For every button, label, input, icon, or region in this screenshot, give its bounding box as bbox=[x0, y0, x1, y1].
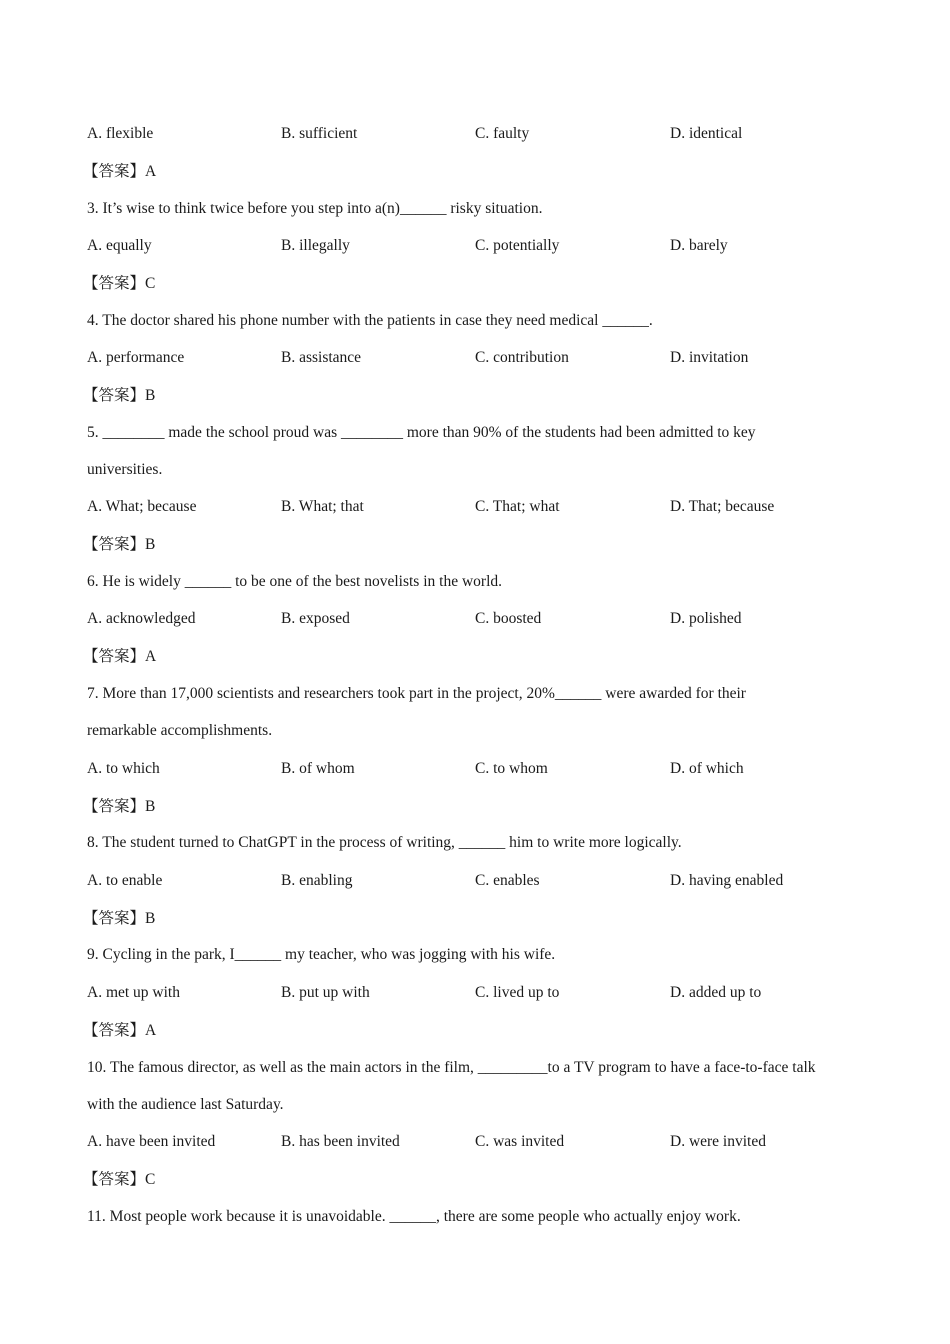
question-stem: 3. It’s wise to think twice before you step into a(n)______ risky situation. bbox=[87, 200, 543, 217]
option-d: D. invitation bbox=[670, 349, 749, 366]
option-a: A. What; because bbox=[87, 498, 197, 515]
option-c: C. to whom bbox=[475, 760, 548, 777]
answer-label: 【答案】 bbox=[83, 386, 146, 404]
answer-line bbox=[83, 273, 155, 294]
question-stem: 5. ________ made the school proud was ________ more than 90% of the students had been admitted to key bbox=[87, 424, 756, 441]
option-d: D. identical bbox=[670, 125, 743, 142]
option-b: B. What; that bbox=[281, 498, 364, 515]
answer-value: B bbox=[145, 910, 156, 927]
option-a: A. acknowledged bbox=[87, 610, 196, 627]
option-d: D. That; because bbox=[670, 498, 775, 515]
question-stem: 11. Most people work because it is unavoidable. ______, there are some people who actually enjoy work. bbox=[87, 1208, 741, 1225]
option-b: B. exposed bbox=[281, 610, 350, 627]
question-stem-continued: remarkable accomplishments. bbox=[87, 722, 273, 739]
answer-label: 【答案】 bbox=[83, 1170, 146, 1188]
answer-label: 【答案】 bbox=[83, 647, 146, 665]
option-a: A. have been invited bbox=[87, 1133, 216, 1150]
option-c: C. faulty bbox=[475, 125, 530, 142]
option-a: A. to enable bbox=[87, 872, 163, 889]
option-c: C. boosted bbox=[475, 610, 542, 627]
option-a: A. performance bbox=[87, 349, 185, 366]
answer-value: A bbox=[145, 163, 157, 180]
answer-label: 【答案】 bbox=[83, 909, 146, 927]
option-d: D. added up to bbox=[670, 984, 762, 1001]
option-c: C. contribution bbox=[475, 349, 569, 366]
answer-value: C bbox=[145, 1171, 156, 1188]
answer-label: 【答案】 bbox=[83, 1021, 146, 1039]
answer-value: B bbox=[145, 798, 156, 815]
answer-line bbox=[83, 1020, 156, 1041]
option-d: D. having enabled bbox=[670, 872, 784, 889]
option-b: B. has been invited bbox=[281, 1133, 400, 1150]
option-a: A. equally bbox=[87, 237, 152, 254]
answer-line bbox=[83, 385, 155, 406]
option-d: D. of which bbox=[670, 760, 744, 777]
question-stem: 6. He is widely ______ to be one of the best novelists in the world. bbox=[87, 573, 502, 590]
answer-line bbox=[83, 908, 155, 929]
question-stem: 10. The famous director, as well as the main actors in the film, _________to a TV program to have a face-to-face talk bbox=[87, 1059, 816, 1076]
option-c: C. enables bbox=[475, 872, 540, 889]
answer-label: 【答案】 bbox=[83, 797, 146, 815]
answer-line bbox=[83, 646, 156, 667]
option-d: D. barely bbox=[670, 237, 728, 254]
answer-label: 【答案】 bbox=[83, 535, 146, 553]
answer-label: 【答案】 bbox=[83, 162, 146, 180]
option-d: D. were invited bbox=[670, 1133, 766, 1150]
question-stem-continued: with the audience last Saturday. bbox=[87, 1096, 284, 1113]
option-b: B. of whom bbox=[281, 760, 355, 777]
question-stem-continued: universities. bbox=[87, 461, 163, 478]
answer-line bbox=[83, 161, 156, 182]
answer-line bbox=[83, 1169, 155, 1190]
option-b: B. enabling bbox=[281, 872, 353, 889]
option-d: D. polished bbox=[670, 610, 742, 627]
option-b: B. put up with bbox=[281, 984, 370, 1001]
option-c: C. That; what bbox=[475, 498, 560, 515]
option-a: A. to which bbox=[87, 760, 160, 777]
answer-value: A bbox=[145, 1022, 157, 1039]
option-b: B. sufficient bbox=[281, 125, 358, 142]
question-stem: 4. The doctor shared his phone number with the patients in case they need medical ______. bbox=[87, 312, 653, 329]
option-b: B. assistance bbox=[281, 349, 362, 366]
question-stem: 9. Cycling in the park, I______ my teacher, who was jogging with his wife. bbox=[87, 946, 556, 963]
option-c: C. was invited bbox=[475, 1133, 565, 1150]
option-a: A. met up with bbox=[87, 984, 180, 1001]
option-a: A. flexible bbox=[87, 125, 154, 142]
answer-label: 【答案】 bbox=[83, 274, 146, 292]
question-stem: 7. More than 17,000 scientists and researchers took part in the project, 20%______ were awarded for their bbox=[87, 685, 746, 702]
option-c: C. potentially bbox=[475, 237, 560, 254]
answer-line bbox=[83, 534, 155, 555]
answer-value: B bbox=[145, 536, 156, 553]
question-stem: 8. The student turned to ChatGPT in the process of writing, ______ him to write more logically. bbox=[87, 834, 682, 851]
option-c: C. lived up to bbox=[475, 984, 560, 1001]
answer-value: B bbox=[145, 387, 156, 404]
answer-line bbox=[83, 796, 155, 817]
answer-value: C bbox=[145, 275, 156, 292]
answer-value: A bbox=[145, 648, 157, 665]
option-b: B. illegally bbox=[281, 237, 350, 254]
